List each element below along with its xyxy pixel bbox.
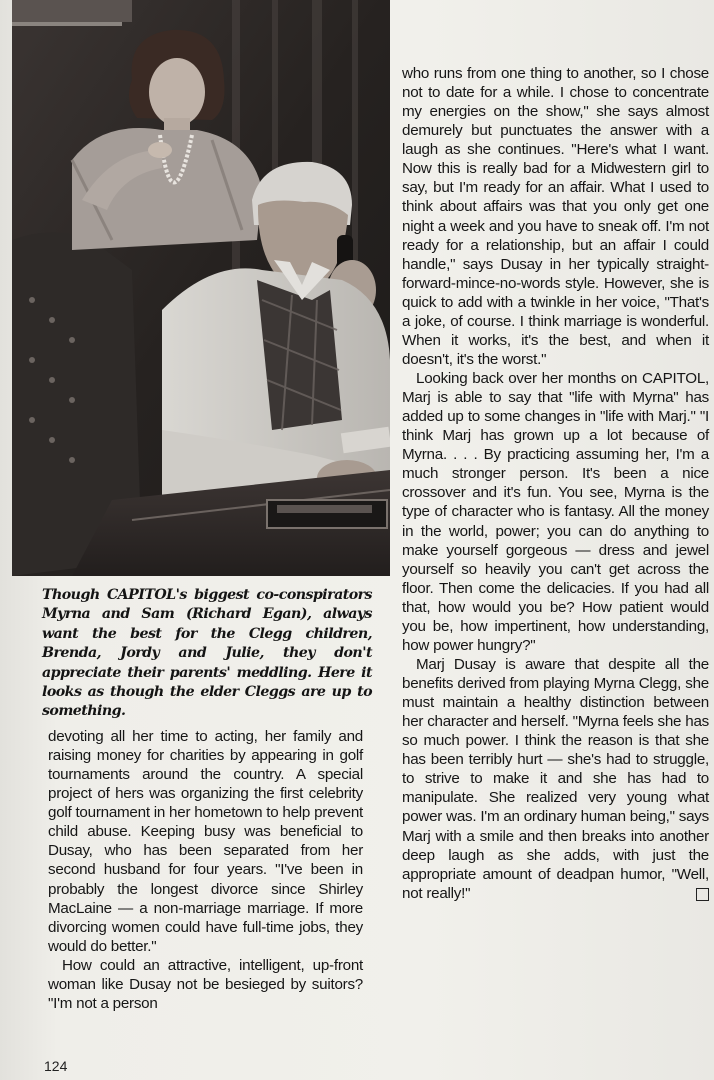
article-column-right [402,64,709,903]
photo [12,0,390,576]
page-number: 124 [44,1058,68,1074]
article-paragraph-text: Marj Dusay is aware that despite all the benefits derived from playing Myrna Clegg, she must maintain a healthy distinction between her character and herself. "Myrna feels she has so much power. I think the reason is that she has been terribly hurt — she's had to struggle, to strive to make it and she has had to manipulate. She realized very young what power was. I'm an ordinary human being," says Marj with a smile and then breaks into another deep laugh as she adds, with just the appropriate amount of deadpan humor, "Well, not really!" [402,655,709,902]
article-paragraph: How could an attractive, intelligent, up-front woman like Dusay not be besieged by suitors? "I'm not a person [48,956,363,1012]
article-column-left [48,727,363,1013]
end-mark-icon [696,888,709,901]
article-paragraph-final [402,655,709,903]
photo-caption: Though CAPITOL's biggest co-conspirators Myrna and Sam (Richard Egan), always want the best for the Clegg children, Brenda, Jordy and Julie, they don't appreciate their parents' meddling. Here it looks as though the elder Cleggs are up to something. [42,587,372,720]
article-paragraph: devoting all her time to acting, her family and raising money for charities by appearing in golf tournaments around the country. A special project of hers was organizing the first celebrity golf tournament in her hometown to help prevent child abuse. Keeping busy was beneficial to Dusay, who has been separated from her second husband for four years. "I've been in probably the longest divorce since Shirley MacLaine — a non-marriage marriage. If more divorcing women could have full-time jobs, they would do better." [48,728,363,955]
photo-two-people-icon [12,0,390,576]
article-paragraph: Looking back over her months on CAPITOL, Marj is able to say that "life with Myrna" has added up to some changes in "life with Marj." "I think Marj has grown up a lot because of Myrna. . . . By practicing assuming her, I'm a much stronger person. It's been a nice crossover and it's fun. You see, Myrna is the type of character who is fantasy. All the money in the world, power; you can do anything to make yourself gorgeous — dress and jewel yourself so heavily you can't get across the floor. Then come the delicacies. If you had all that, how would you be? How patient would you be, how impertinent, how understanding, how power hungry?" [402,370,709,654]
article-paragraph: who runs from one thing to another, so I chose not to date for a while. I chose to concentrate my energies on the show," she says almost demurely but punctuates the answer with a laugh as she continues. "Here's what I want. Now this is really bad for a Midwestern girl to say, but I'm ready for an affair. What I used to think about affairs was that you only get one night a week and you have to sneak off. I'm not ready for a relationship, but an affair I could handle," says Dusay in her typically straight-forward-mince-no-words style. However, she is quick to add with a twinkle in her voice, "That's a joke, of course. I think marriage is wonderful. When it works, it's the best, and when it doesn't, it's the worst." [402,65,709,368]
